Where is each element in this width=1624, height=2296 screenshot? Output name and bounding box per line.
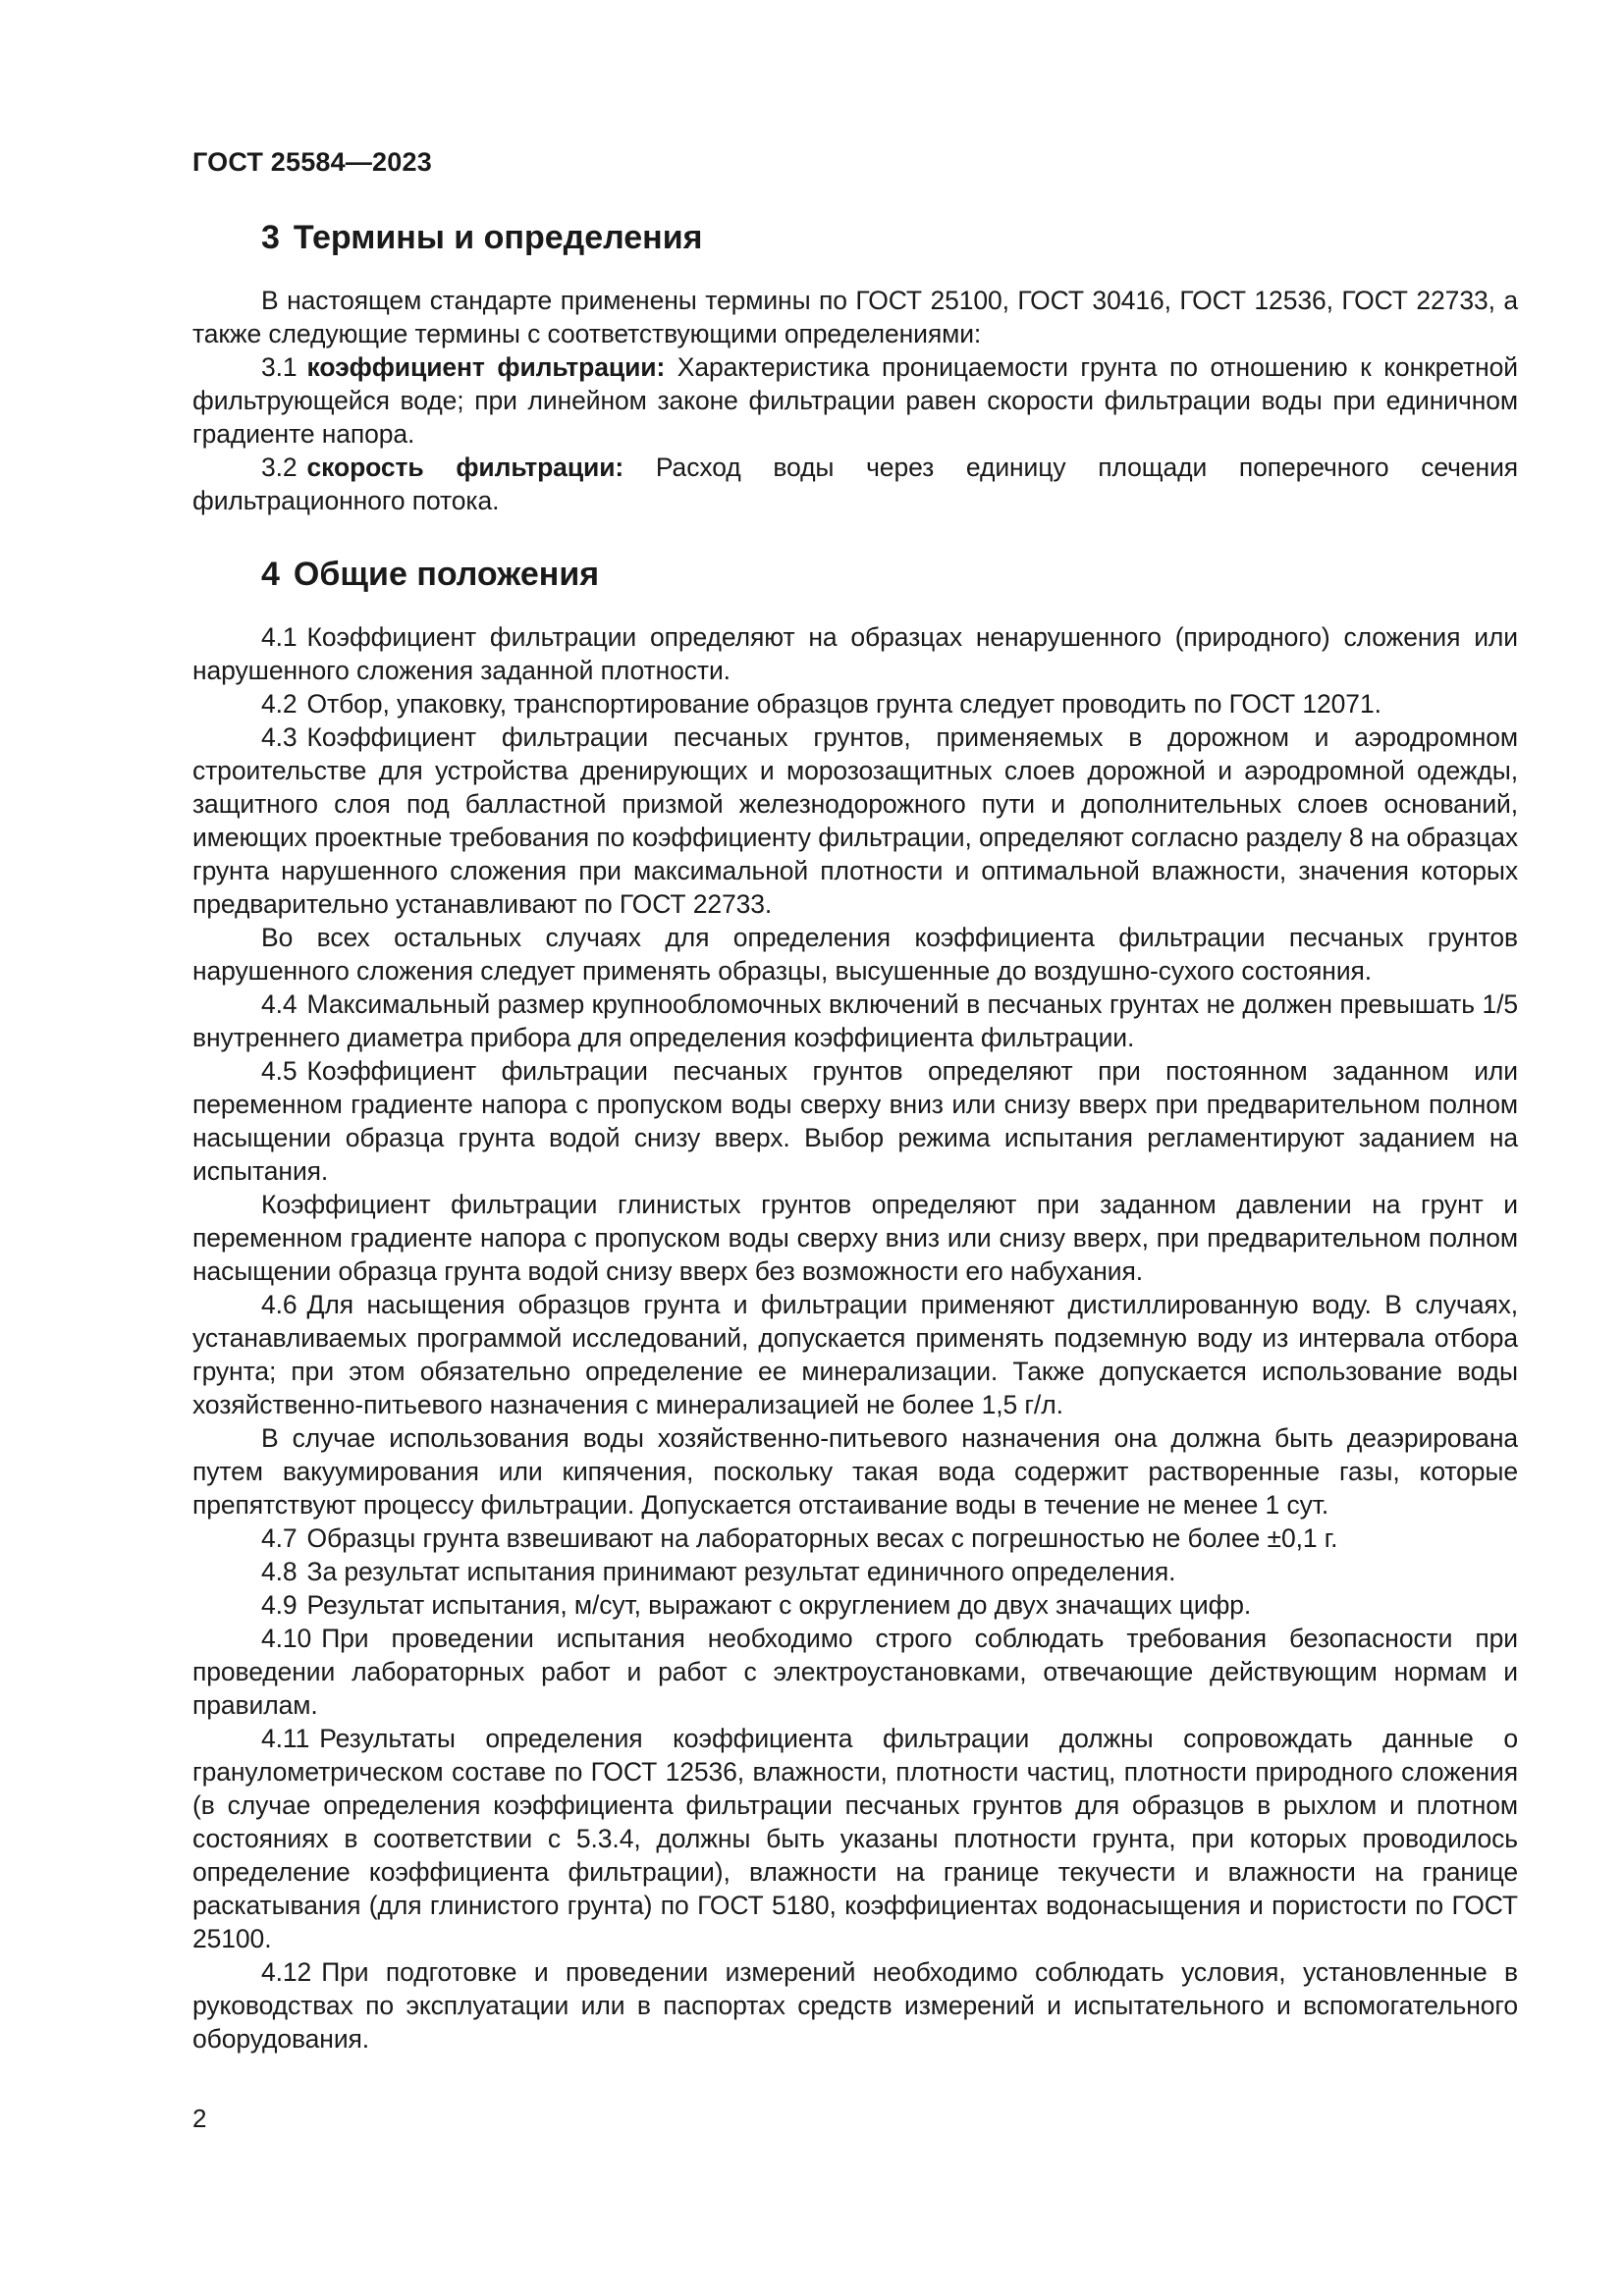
clause-text: При проведении испытания необходимо строго соблюдать требования безопасности при проведении лабораторных работ и работ с электроустановками, отвечающие действующим нормам и правилам. bbox=[192, 1623, 1518, 1720]
clause-4-7 bbox=[192, 1522, 1518, 1555]
clause-number: 3.2 bbox=[261, 452, 298, 482]
section-4-title bbox=[261, 555, 1518, 595]
clause-number: 4.4 bbox=[261, 988, 298, 1019]
term-definition: Расход воды через единицу площади поперечного сечения фильтрационного потока. bbox=[192, 452, 1519, 515]
clause-text: Результат испытания, м/сут, выражают с округлением до двух значащих цифр. bbox=[306, 1589, 1252, 1620]
section-3-title bbox=[261, 218, 1518, 258]
clause-number: 4.8 bbox=[261, 1556, 298, 1586]
clause-number: 4.12 bbox=[261, 1956, 312, 1987]
clause-number: 4.11 bbox=[261, 1723, 310, 1753]
clause-number: 4.2 bbox=[261, 688, 298, 719]
section-title-text: Общие положения bbox=[293, 555, 600, 593]
section-title-text: Термины и определения bbox=[293, 219, 703, 256]
clause-text: При подготовке и проведении измерений необходимо соблюдать условия, установленные в руководствах по эксплуатации или в паспортах средств измерений и испытательного и вспомогательного оборудования. bbox=[192, 1956, 1518, 2054]
clause-4-2 bbox=[192, 687, 1518, 721]
document-body bbox=[192, 218, 1518, 2056]
clause-number: 4.3 bbox=[261, 721, 298, 752]
document-page bbox=[192, 0, 1518, 2296]
clause-4-6-continuation: В случае использования воды хозяйственно-питьевого назначения она должна быть деаэрирована путем вакуумирования или кипячения, поскольку такая вода содержит растворенные газы, которые препятствуют процессу фильтрации. Допускается отстаивание воды в течение не менее 1 сут. bbox=[192, 1422, 1518, 1520]
clause-number: 3.1 bbox=[261, 351, 298, 382]
clause-number: 4.5 bbox=[261, 1055, 298, 1086]
clause-number: 4.9 bbox=[261, 1589, 298, 1620]
clause-text: Коэффициент фильтрации песчаных грунтов определяют при постоянном заданном или переменном градиенте напора с пропуском воды сверху вниз или снизу вверх при предварительном полном насыщении образца грунта водой снизу вверх. Выбор режима испытания регламентируют заданием на испытания. bbox=[192, 1055, 1518, 1186]
clause-number: 4.7 bbox=[261, 1522, 298, 1553]
clause-4-1 bbox=[192, 620, 1518, 687]
section-3-intro: В настоящем стандарте применены термины по ГОСТ 25100, ГОСТ 30416, ГОСТ 12536, ГОСТ 22733, а также следующие термины с соответствующими определениями: bbox=[192, 285, 1518, 348]
clause-text: Коэффициент фильтрации определяют на образцах ненарушенного (природного) сложения или нарушенного сложения заданной плотности. bbox=[192, 621, 1518, 685]
section-number: 4 bbox=[261, 555, 280, 593]
section-number: 3 bbox=[261, 219, 280, 256]
clause-text: Образцы грунта взвешивают на лабораторных весах с погрешностью не более ±0,1 г. bbox=[306, 1522, 1338, 1553]
clause-4-3 bbox=[192, 721, 1518, 921]
clause-number: 4.6 bbox=[261, 1289, 298, 1319]
clause-4-5-continuation: Коэффициент фильтрации глинистых грунтов определяют при заданном давлении на грунт и переменном градиенте напора с пропуском воды сверху вниз или снизу вверх, при предварительном полном насыщении образца грунта водой снизу вверх без возможности его набухания. bbox=[192, 1189, 1518, 1286]
clause-4-9 bbox=[192, 1588, 1518, 1622]
document-id-header: ГОСТ 25584—2023 bbox=[192, 147, 432, 177]
clause-4-3-continuation: Во всех остальных случаях для определения коэффициента фильтрации песчаных грунтов нарушенного сложения следует применять образцы, высушенные до воздушно-сухого состояния. bbox=[192, 922, 1518, 986]
clause-4-12 bbox=[192, 1955, 1518, 2056]
clause-text: Коэффициент фильтрации песчаных грунтов, применяемых в дорожном и аэродромном строительстве для устройства дренирующих и морозозащитных слоев дорожной и аэродромной одежды, защитного слоя под балластной призмой железнодорожного пути и дополнительных слоев оснований, имеющих проектные требования по коэффициенту фильтрации, определяют согласно разделу 8 на образцах грунта нарушенного сложения при максимальной плотности и оптимальной влажности, значения которых предварительно устанавливают по ГОСТ 22733. bbox=[192, 721, 1518, 919]
term-3-1 bbox=[192, 350, 1518, 451]
clause-number: 4.10 bbox=[261, 1623, 312, 1653]
term-definition: Характеристика проницаемости грунта по отношению к конкретной фильтрующейся воде; при линейном законе фильтрации равен скорости фильтрации воды при единичном градиенте напора. bbox=[192, 351, 1518, 449]
clause-4-6 bbox=[192, 1288, 1518, 1421]
clause-4-5 bbox=[192, 1054, 1518, 1188]
clause-text: Для насыщения образцов грунта и фильтрации применяют дистиллированную воду. В случаях, устанавливаемых программой исследований, допускается применять подземную воду из интервала отбора грунта; при этом обязательно определение ее минерализации. Также допускается использование воды хозяйственно-питьевого назначения с минерализацией не более 1,5 г/л. bbox=[192, 1289, 1518, 1419]
clause-text: За результат испытания принимают результат единичного определения. bbox=[306, 1556, 1176, 1586]
clause-4-4 bbox=[192, 988, 1518, 1054]
clause-text: Результаты определения коэффициента фильтрации должны сопровождать данные о гранулометрическом составе по ГОСТ 12536, влажности, плотности частиц, плотности природного сложения (в случае определения коэффициента фильтрации песчаных грунтов для образцов в рыхлом и плотном состояниях в соответствии с 5.3.4, должны быть указаны плотности грунта, при которых проводилось определение коэффициента фильтрации), влажности на границе текучести и влажности на границе раскатывания (для глинистого грунта) по ГОСТ 5180, коэффициентах водонасыщения и пористости по ГОСТ 25100. bbox=[192, 1723, 1518, 1953]
clause-text: Максимальный размер крупнообломочных включений в песчаных грунтах не должен превышать 1/5 внутреннего диаметра прибора для определения коэффициента фильтрации. bbox=[192, 988, 1518, 1052]
term-name: скорость фильтрации: bbox=[306, 452, 624, 482]
clause-4-10 bbox=[192, 1622, 1518, 1722]
clause-4-8 bbox=[192, 1555, 1518, 1588]
clause-number: 4.1 bbox=[261, 621, 298, 652]
clause-4-11 bbox=[192, 1722, 1518, 1955]
term-name: коэффициент фильтрации: bbox=[306, 351, 666, 382]
page-number: 2 bbox=[192, 2104, 207, 2133]
term-3-2 bbox=[192, 451, 1518, 517]
clause-text: Отбор, упаковку, транспортирование образцов грунта следует проводить по ГОСТ 12071. bbox=[306, 688, 1381, 719]
